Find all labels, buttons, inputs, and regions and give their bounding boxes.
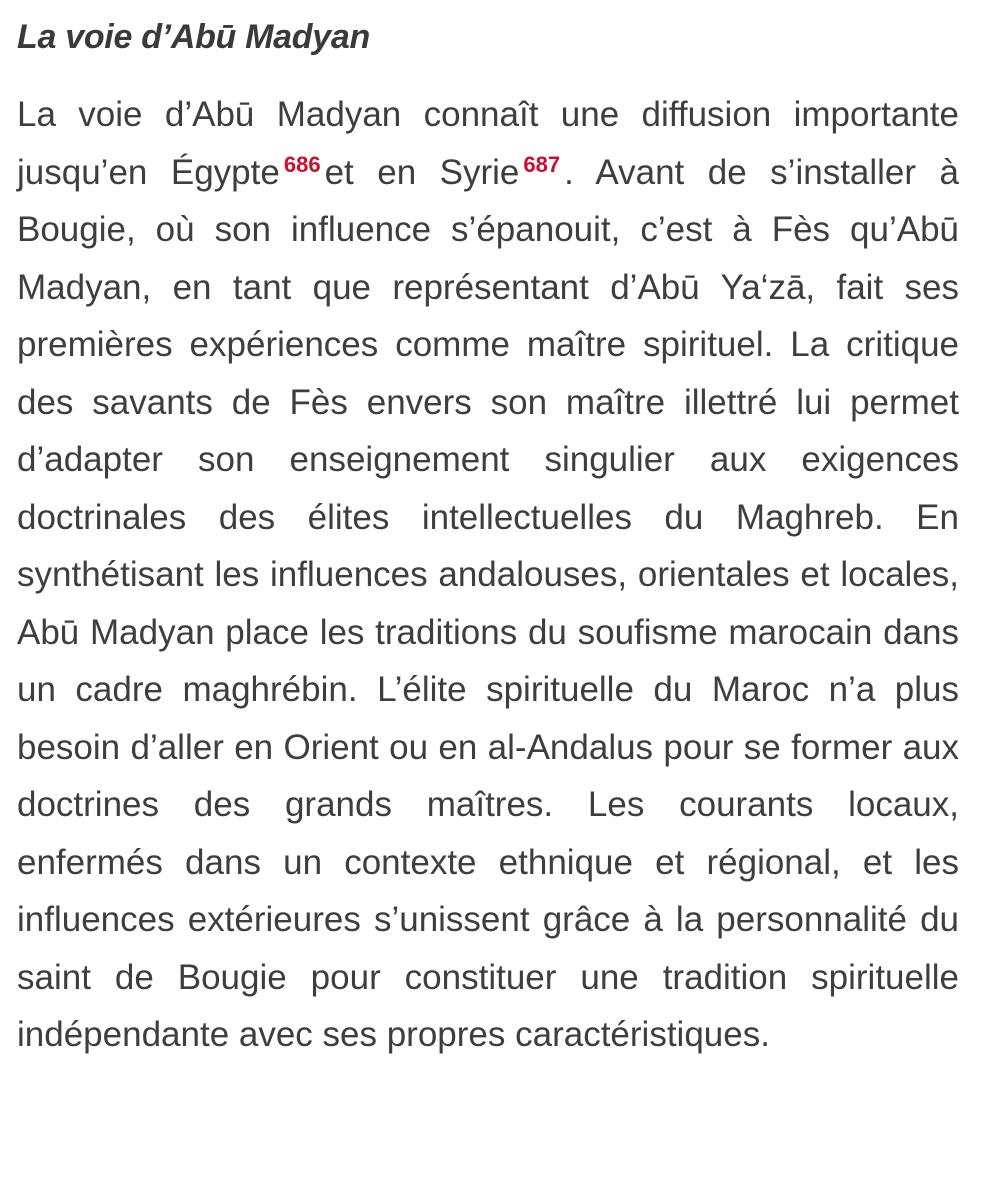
footnote-ref-686[interactable]: 686 bbox=[283, 151, 321, 177]
paragraph-text-part3: . Avant de s’installer à Bougie, où son influence s’épanouit, c’est à Fès qu’Abū Madyan, en tant que représentant d’Abū Ya‘zā, fait ses premières expériences comme maître spirituel. La critique des savants de Fès envers son maître illettré lui permet d’adapter son enseignement singulier aux exigences doctrinales des élites intellectuelles du Maghreb. En synthétisant les influences andalouses, orientales et locales, Abū Madyan place les traditions du soufisme marocain dans un cadre maghrébin. L’élite spirituelle du Maroc n’a plus besoin d’aller en Orient ou en al-Andalus pour se former aux doctrines des grands maîtres. Les courants locaux, enfermés dans un contexte ethnique et régional, et les influences extérieures s’unissent grâce à la personnalité du saint de Bougie pour constituer une tradition spirituelle indépendante avec ses propres caractéristiques. bbox=[17, 152, 960, 1054]
article-section bbox=[17, 14, 959, 1064]
section-heading: La voie d’Abū Madyan bbox=[17, 18, 370, 56]
paragraph-text-part1: La voie d’Abū Madyan connaît une diffusion importante jusqu’en Égypte bbox=[17, 95, 959, 192]
body-paragraph bbox=[17, 86, 959, 1064]
paragraph-text-part2: et en Syrie bbox=[324, 152, 520, 192]
footnote-ref-687[interactable]: 687 bbox=[523, 151, 561, 177]
